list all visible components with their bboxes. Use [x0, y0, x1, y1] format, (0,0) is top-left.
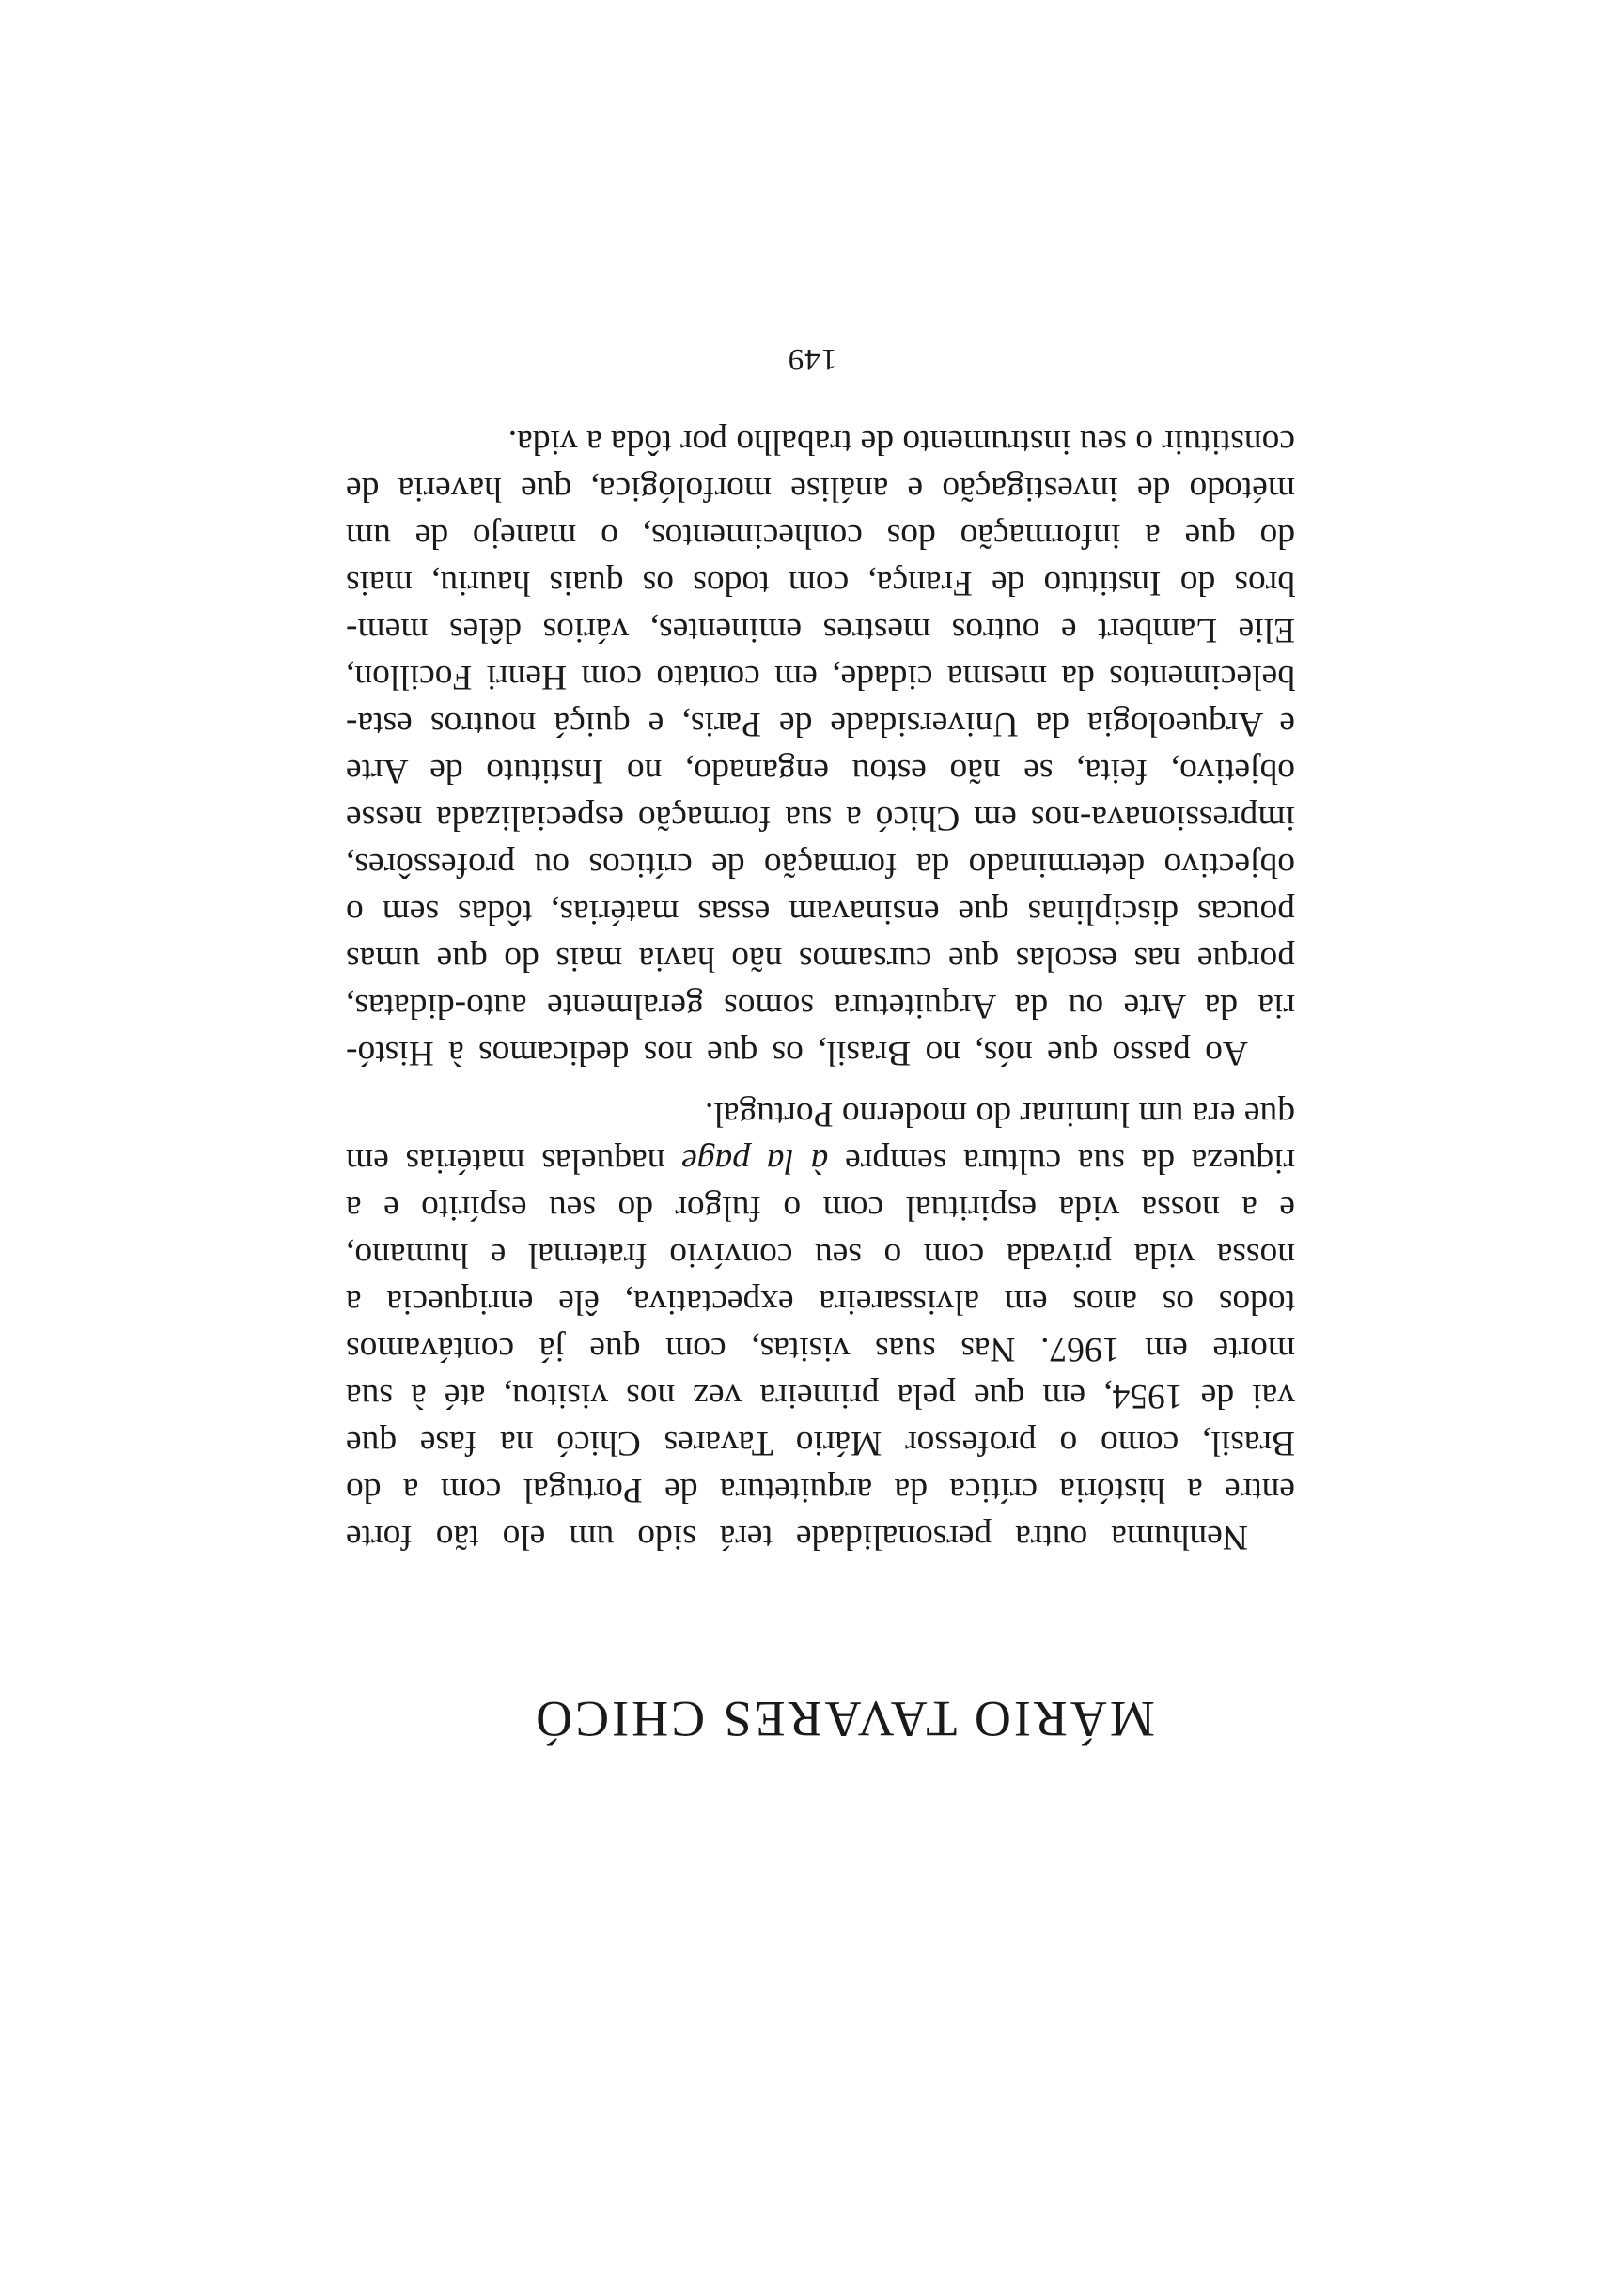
text-line: e Arqueologia da Universidade de Paris, e quiçá noutros esta-: [346, 705, 1295, 743]
text-line: Nenhuma outra personalidade terá sido um elo tão forte: [346, 1518, 1248, 1557]
text-line: morte em 1967. Nas suas visitas, com que já contávamos: [346, 1330, 1295, 1369]
text-line: bros do Instituto de França, com todos os quais hauriu, mais: [346, 564, 1295, 602]
text-line: poucas disciplinas que ensinavam essas matérias, tôdas sem o: [346, 893, 1295, 931]
paragraph-2: [346, 418, 1295, 1076]
text-line: belecimentos da mesma cidade, em contato com Henri Focillon,: [346, 658, 1295, 696]
text-line: Elie Lambert e outros mestres eminentes, vários dêles mem-: [346, 611, 1295, 649]
text-line: que era um luminar do moderno Portugal.: [705, 1095, 1295, 1134]
text-line: impressionava-nos em Chicó a sua formação especializada nesse: [346, 799, 1295, 837]
paragraph-1: [346, 1090, 1295, 1560]
page-number: 149: [787, 342, 837, 376]
text-line: ria da Arte ou da Arquitetura somos geralmente auto-didatas,: [346, 987, 1295, 1025]
text-line: porque nas escolas que cursamos não havia mais do que umas: [346, 940, 1295, 978]
text-line: e a nossa vida espiritual com o fulgor do seu espírito e a: [346, 1189, 1295, 1228]
text-line: constituir o seu instrumento de trabalho por tôda a vida.: [508, 423, 1295, 461]
chapter-title: MÁRIO TAVARES CHICÓ: [533, 1691, 1155, 1747]
text-line: nossa vida privada com o seu convívio fraternal e humano,: [346, 1236, 1295, 1275]
text-line: riqueza da sua cultura sempre à la page naquelas matérias em: [346, 1142, 1295, 1181]
text-line: vai de 1954, em que pela primeira vez nos visitou, até à sua: [346, 1377, 1295, 1416]
text-line: Brasil, como o professor Mário Tavares Chicó na fase que: [346, 1424, 1295, 1463]
text-line: todos os anos em alvissareira expectativa, êle enriquecia a: [346, 1283, 1295, 1322]
text-line: entre a história crítica da arquitetura de Portugal com a do: [346, 1471, 1295, 1510]
text-line: objectivo determinado da formação de críticos ou professôres,: [346, 846, 1295, 884]
text-line: método de investigação e análise morfológica, que haveria de: [346, 470, 1295, 508]
text-line: do que a informação dos conhecimentos, o manejo de um: [346, 517, 1295, 555]
text-line: Ao passo que nós, no Brasil, os que nos dedicamos à Histó-: [346, 1034, 1248, 1072]
text-line: objetivo, feita, se não estou enganado, no Instituto de Arte: [346, 752, 1295, 790]
